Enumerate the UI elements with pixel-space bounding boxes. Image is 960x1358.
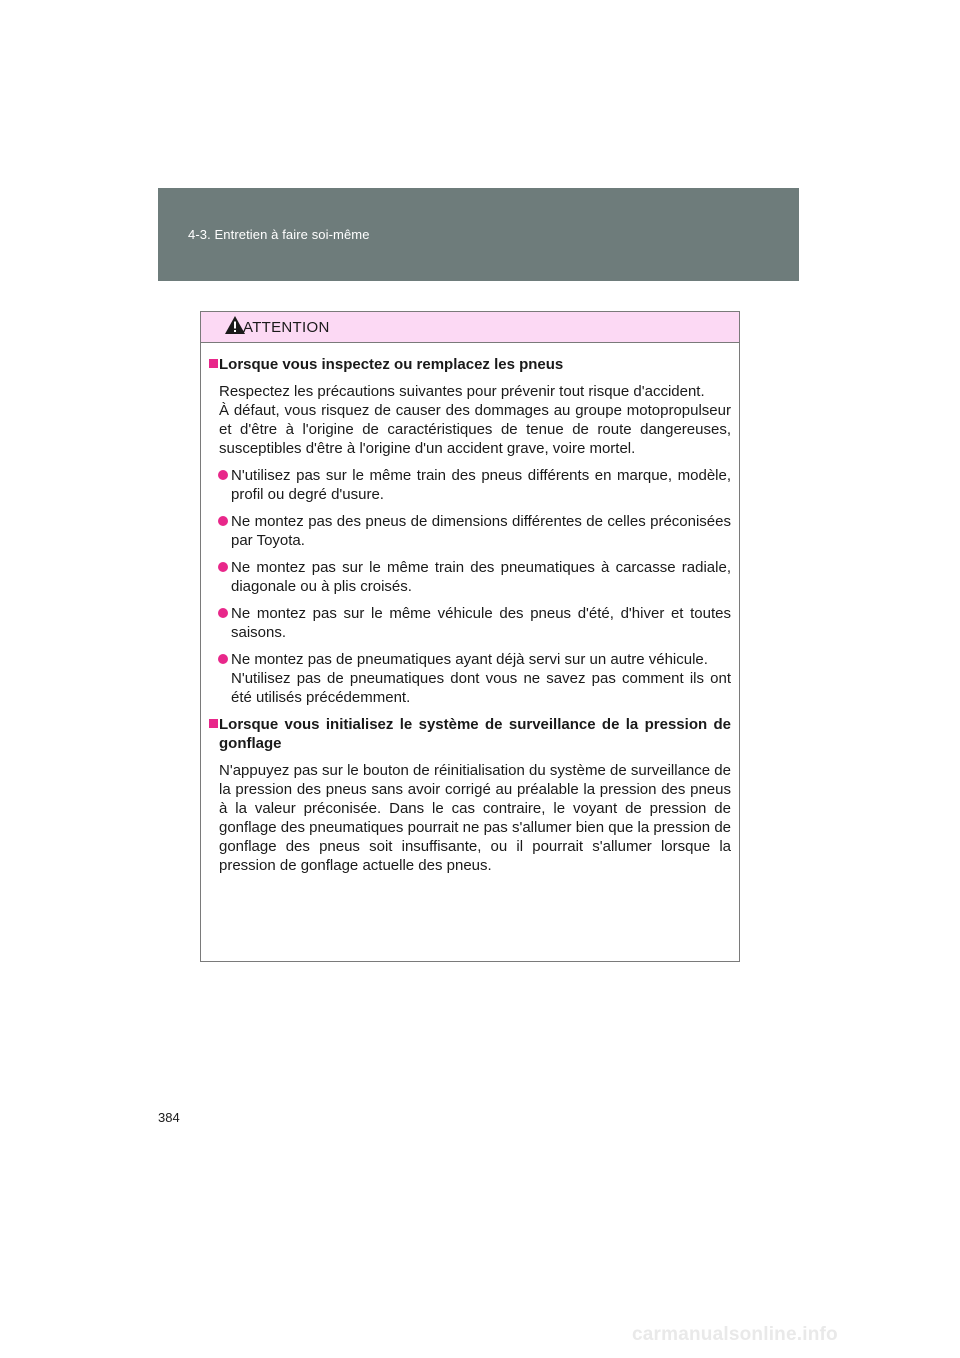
list-item [209, 558, 731, 596]
list-item-text: Ne montez pas des pneus de dimensions différentes de celles préconisées par Toyota. [231, 513, 731, 549]
list-item [209, 512, 731, 550]
round-bullet-icon [218, 470, 228, 480]
square-bullet-icon [209, 359, 218, 368]
section-heading-inspection [209, 355, 731, 374]
section-heading-text: Lorsque vous inspectez ou remplacez les pneus [219, 356, 564, 373]
section-header-band [158, 188, 799, 281]
list-item-text: N'utilisez pas sur le même train des pneus différents en marque, modèle, profil ou degré d'usure. [231, 467, 731, 503]
round-bullet-icon [218, 562, 228, 572]
list-item-text-extra: N'utilisez pas de pneumatiques dont vous ne savez pas comment ils ont été utilisés précédemment. [231, 670, 731, 706]
section-heading-text: Lorsque vous initialisez le système de surveillance de la pression de gonflage [219, 716, 731, 752]
list-item [209, 604, 731, 642]
page-number: 384 [158, 1110, 180, 1125]
warning-title: ATTENTION [243, 319, 330, 336]
list-item-text: Ne montez pas sur le même train des pneumatiques à carcasse radiale, diagonale ou à plis croisés. [231, 559, 731, 595]
round-bullet-icon [218, 608, 228, 618]
list-item [209, 466, 731, 504]
intro-text-2: À défaut, vous risquez de causer des dommages au groupe motopropulseur et d'être à l'origine de caractéristiques de tenue de route dangereuses, susceptibles d'être à l'origine d'un accident grave, voire mortel. [219, 402, 731, 457]
warning-header [201, 312, 739, 343]
intro-text-1: Respectez les précautions suivantes pour prévenir tout risque d'accident. [219, 383, 705, 400]
section-heading-tpms [209, 715, 731, 753]
section-title: 4-3. Entretien à faire soi-même [188, 227, 370, 242]
list-item [209, 650, 731, 707]
round-bullet-icon [218, 654, 228, 664]
tpms-paragraph: N'appuyez pas sur le bouton de réinitialisation du système de surveillance de la pression des pneus sans avoir corrigé au préalable la pression des pneus à la valeur préconisée. Dans le cas contraire, le voyant de pression de gonflage des pneumatiques pourrait ne pas s'allumer bien que la pression de gonflage des pneus soit insuffisante, ou il pourrait s'allumer lorsque la pression de gonflage actuelle des pneus. [219, 762, 731, 874]
warning-box [200, 311, 740, 962]
round-bullet-icon [218, 516, 228, 526]
intro-paragraph [209, 382, 731, 458]
square-bullet-icon [209, 719, 218, 728]
list-item-text: Ne montez pas de pneumatiques ayant déjà servi sur un autre véhicule. [231, 651, 708, 668]
watermark: carmanualsonline.info [632, 1324, 838, 1345]
warning-body [201, 343, 739, 875]
list-item-text: Ne montez pas sur le même véhicule des pneus d'été, d'hiver et toutes saisons. [231, 605, 731, 641]
